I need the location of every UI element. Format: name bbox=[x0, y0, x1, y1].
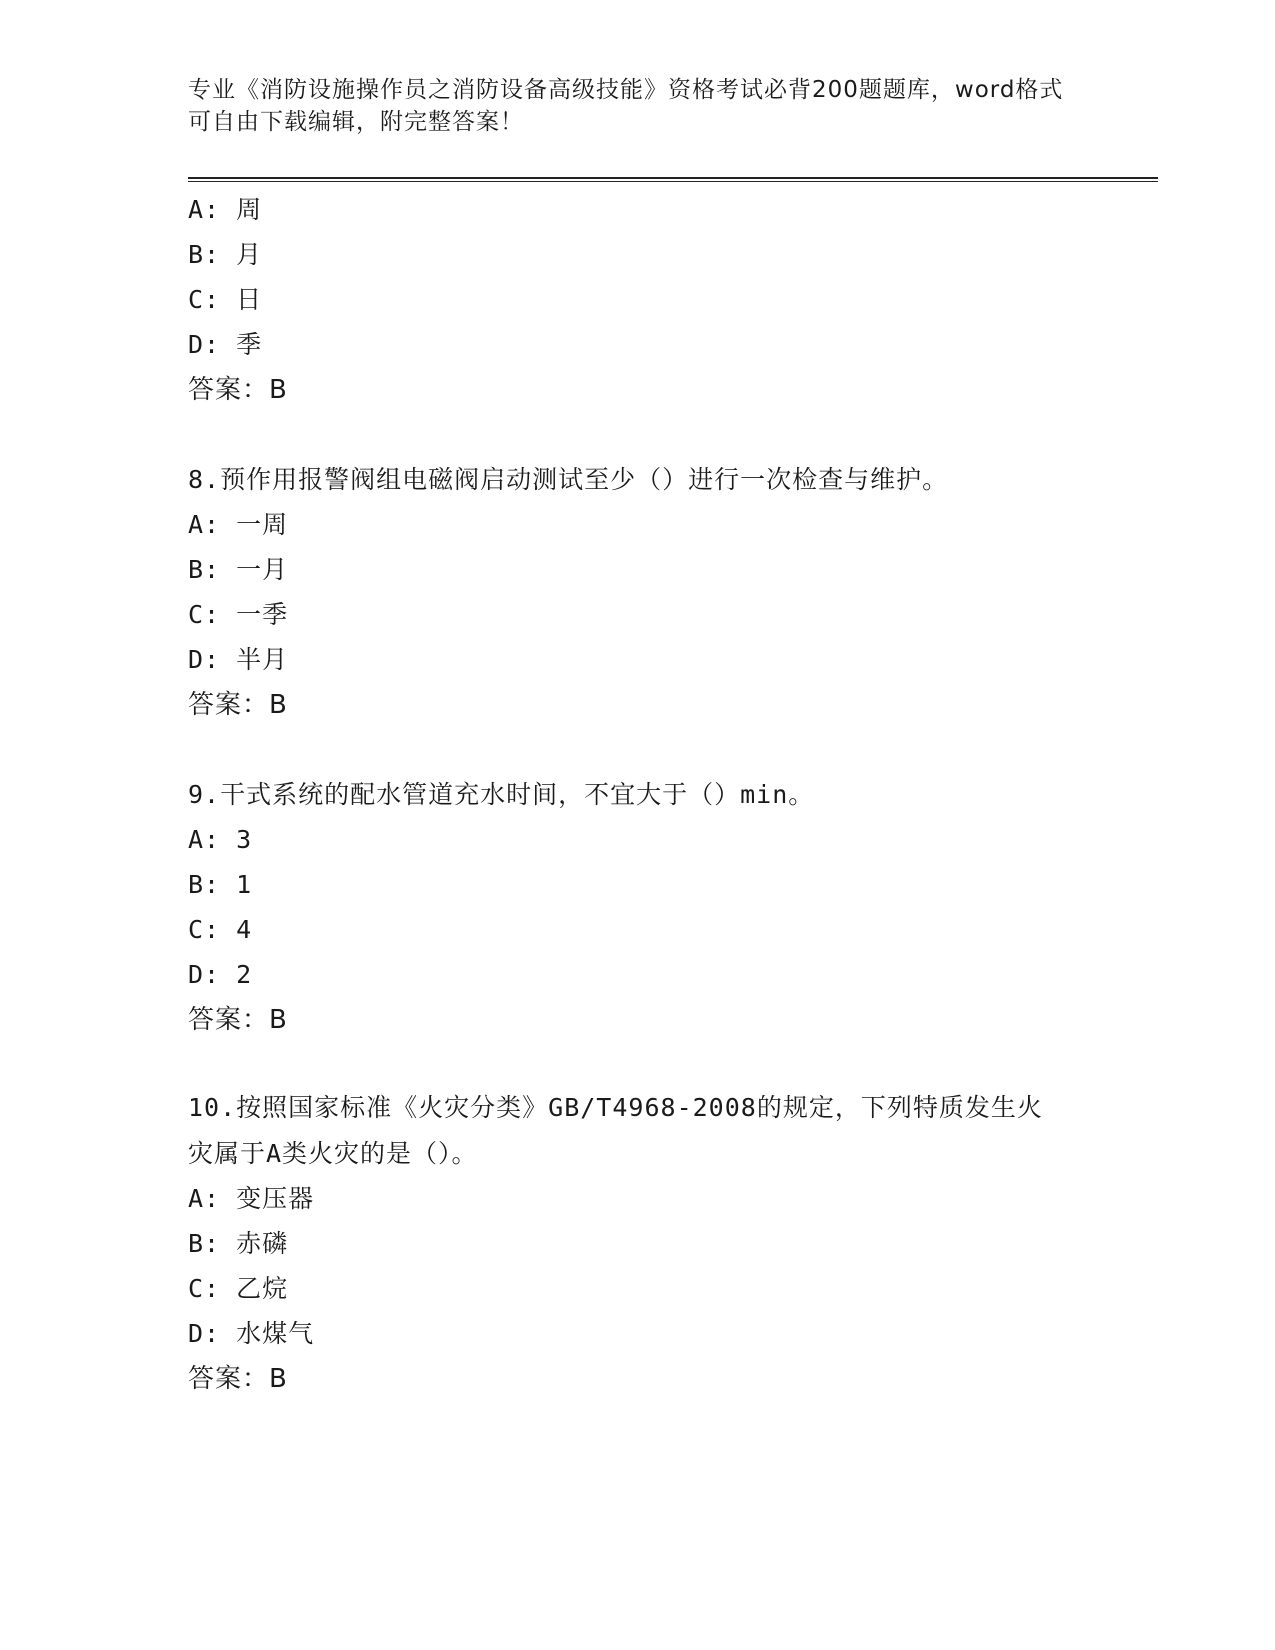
q9-option-c: C: 4 bbox=[188, 915, 253, 944]
q7-option-b: B: 月 bbox=[188, 240, 263, 269]
q9-option-d: D: 2 bbox=[188, 960, 253, 989]
q10-option-a: A: 变压器 bbox=[188, 1184, 315, 1213]
q10-option-c: C: 乙烷 bbox=[188, 1274, 289, 1303]
q7-option-a: A: 周 bbox=[188, 195, 263, 224]
q8-answer: 答案：B bbox=[188, 690, 288, 720]
q9-option-b: B: 1 bbox=[188, 870, 253, 899]
q8-option-c: C: 一季 bbox=[188, 600, 289, 629]
q9-option-a: A: 3 bbox=[188, 825, 253, 854]
q9-question: 9.干式系统的配水管道充水时间，不宜大于（）min。 bbox=[188, 780, 815, 809]
q8-option-d: D: 半月 bbox=[188, 645, 289, 674]
document-header: 专业《消防设施操作员之消防设备高级技能》资格考试必背200题题库，word格式可自由下载编辑，附完整答案！ bbox=[188, 77, 1064, 135]
q8-question: 8.预作用报警阀组电磁阀启动测试至少（）进行一次检查与维护。 bbox=[188, 465, 949, 494]
q10-question: 10.按照国家标准《火灾分类》GB/T4968-2008的规定，下列特质发生火灾属于A类火灾的是（）。 bbox=[188, 1093, 1043, 1168]
header-divider bbox=[188, 177, 1158, 182]
q10-answer: 答案：B bbox=[188, 1364, 288, 1394]
q7-answer: 答案：B bbox=[188, 375, 288, 405]
q8-option-a: A: 一周 bbox=[188, 510, 289, 539]
q7-option-c: C: 日 bbox=[188, 285, 263, 314]
q10-option-d: D: 水煤气 bbox=[188, 1319, 315, 1348]
q10-option-b: B: 赤磷 bbox=[188, 1229, 289, 1258]
q9-answer: 答案：B bbox=[188, 1005, 288, 1035]
q8-option-b: B: 一月 bbox=[188, 555, 289, 584]
q7-option-d: D: 季 bbox=[188, 330, 263, 359]
